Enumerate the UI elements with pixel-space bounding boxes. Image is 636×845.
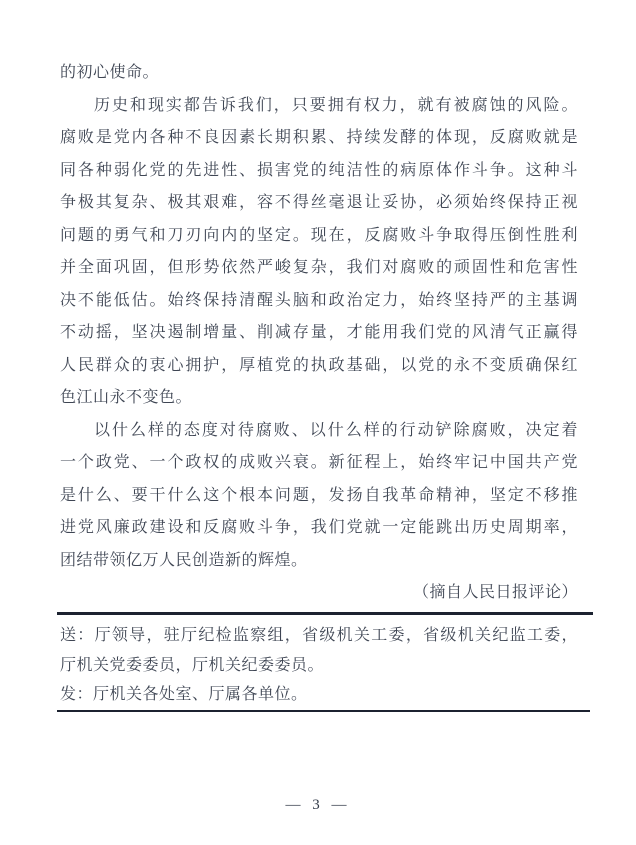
- page-number: — 3 —: [285, 797, 351, 813]
- text-line: 的初心使命。: [60, 64, 160, 81]
- text-line: 历史和现实都告诉我们，只要拥有权力，就有被腐蚀的风险。: [94, 96, 578, 114]
- text-line: 决不能低估。始终保持清醒头脑和政治定力，始终坚持严的主基调: [60, 291, 578, 309]
- attribution-line: （摘自人民日报评论）: [412, 584, 578, 601]
- text-line: 进党风廉政建设和反腐败斗争，我们党就一定能跳出历史周期率，: [60, 519, 578, 536]
- text-line: 是什么、要干什么这个根本问题，发扬自我革命精神，坚定不移推: [60, 486, 578, 504]
- text-line: 同各种弱化党的先进性、损害党的纯洁性的病原体作斗争。这种斗: [60, 161, 578, 179]
- text-line: 不动摇，坚决遏制增量、削减存量，才能用我们党的风清气正赢得: [60, 324, 578, 341]
- text-line: 以什么样的态度对待腐败、以什么样的行动铲除腐败，决定着: [94, 421, 578, 439]
- text-line: 色江山永不变色。: [60, 389, 193, 406]
- text-line: 争极其复杂、极其艰难，容不得丝毫退让妥协，必须始终保持正视: [60, 194, 578, 211]
- distribution-line: 送：厅领导，驻厅纪检监察组，省级机关工委，省级机关纪监工委，: [60, 627, 578, 644]
- separator-rule-bottom: [57, 710, 590, 712]
- distribution-line: 厅机关党委委员，厅机关纪委委员。: [60, 656, 325, 674]
- distribution-line: 发：厅机关各处室、厅属各单位。: [60, 686, 308, 703]
- distribution-block: [60, 621, 578, 710]
- text-line: 一个政党、一个政权的成败兴衰。新征程上，始终牢记中国共产党: [60, 454, 578, 471]
- body-text: [60, 57, 578, 610]
- text-line: 并全面巩固，但形势依然严峻复杂，我们对腐败的顽固性和危害性: [60, 259, 578, 276]
- text-line: 人民群众的衷心拥护，厚植党的执政基础，以党的永不变质确保红: [60, 356, 578, 374]
- text-line: 问题的勇气和刀刃向内的坚定。现在，反腐败斗争取得压倒性胜利: [60, 226, 578, 244]
- text-line: 腐败是党内各种不良因素长期积累、持续发酵的体现，反腐败就是: [60, 129, 578, 146]
- separator-rule-top: [57, 612, 593, 615]
- text-line: 团结带领亿万人民创造新的辉煌。: [60, 551, 308, 569]
